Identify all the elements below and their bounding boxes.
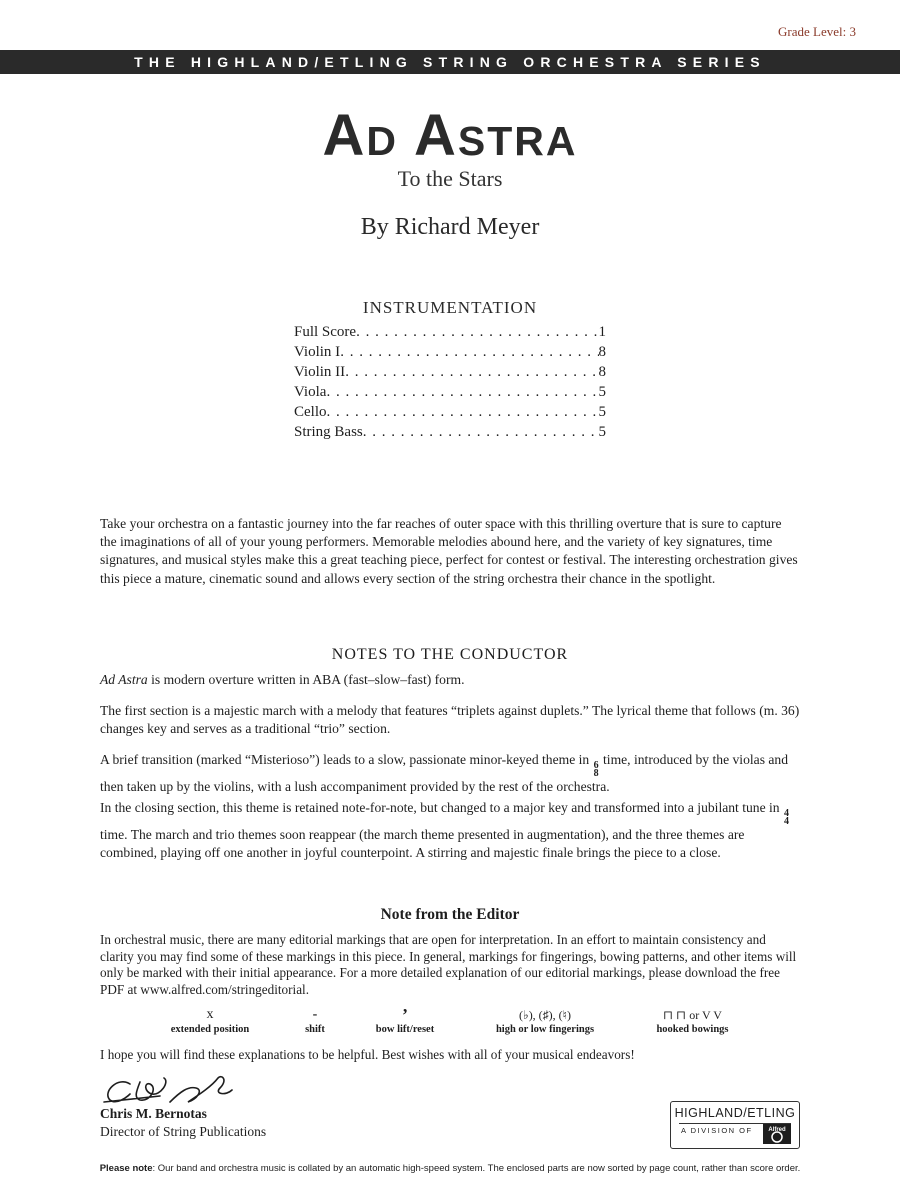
- instrument-item: [294, 402, 606, 422]
- instrument-count: 5: [598, 404, 606, 420]
- publisher-division: A DIVISION OF: [681, 1126, 753, 1135]
- piece-description: Take your orchestra on a fantastic journey into the far reaches of outer space with this thrilling overture that is sure to capture the imaginations of all of your young performers. Memorable melodies abound here, and the variety of key signatures, time signatures, and musical styles make this a great teaching piece, perfect for contest or festival. The interesting orchestration gives this piece a mature, cinematic sound and allows every section of the string orchestra their chance in the spotlight.: [100, 516, 798, 586]
- instrument-name: Viola: [294, 384, 327, 400]
- conductor-paragraph-1: Ad Astra is modern overture written in ABA (fast–slow–fast) form.: [100, 672, 465, 687]
- publisher-logo: [670, 1101, 800, 1149]
- instrument-item: [294, 362, 606, 382]
- instrument-item: [294, 382, 606, 402]
- signature-name: Chris M. Bernotas: [100, 1106, 207, 1121]
- time-signature: 6 8: [593, 760, 599, 779]
- instrument-name: String Bass: [294, 424, 363, 440]
- instrumentation-heading: INSTRUMENTATION: [362, 298, 538, 317]
- instrument-item: [294, 422, 606, 442]
- instrument-name: Violin II: [294, 364, 346, 380]
- piece-title-italic: Ad Astra: [100, 672, 148, 687]
- time-signature: 4 4: [784, 808, 789, 827]
- marking-shift: - shift: [305, 1007, 325, 1035]
- instrument-item: [294, 342, 606, 362]
- instrument-count: 8: [598, 364, 606, 380]
- conductor-paragraph-2: The first section is a majestic march with a melody that features “triplets against duplets.” The lyrical theme that follows (m. 36) changes key and serves as a traditional “trio” section.: [100, 703, 800, 737]
- signature-image: [100, 1072, 240, 1106]
- publisher-name: HIGHLAND/ETLING: [674, 1106, 796, 1120]
- piece-title: Ad Astra: [322, 103, 578, 168]
- conductor-notes-heading: NOTES TO THE CONDUCTOR: [331, 646, 569, 663]
- instrument-count: 1: [598, 324, 606, 340]
- instrument-item: [294, 322, 606, 342]
- instrumentation-list: [294, 322, 606, 442]
- instrument-name: Violin I: [294, 344, 341, 360]
- instrument-name: Full Score: [294, 324, 357, 340]
- piece-subtitle: To the Stars: [397, 166, 503, 191]
- editor-closing: I hope you will find these explanations to be helpful. Best wishes with all of your musical endeavors!: [100, 1047, 635, 1062]
- marking-fingerings: (♭), (♯), (♮) high or low fingerings: [495, 1008, 595, 1035]
- editor-note-heading: Note from the Editor: [380, 906, 520, 923]
- series-banner: THE HIGHLAND/ETLING STRING ORCHESTRA SERIES: [0, 50, 900, 74]
- marking-hooked-bowings: ⊓ ⊓ or V V hooked bowings: [656, 1008, 729, 1035]
- footer-note: Please note: Our band and orchestra music is collated by an automatic high-speed system. The enclosed parts are now sorted by page count, rather than score order.: [99, 1163, 801, 1174]
- grade-level: Grade Level: 3: [778, 24, 856, 39]
- editorial-markings: [150, 1006, 760, 1042]
- conductor-paragraph-4: In the closing section, this theme is retained note-for-note, but changed to a major key and transformed into a jubilant tune in 4 4 time. The march and trio themes soon reappear (the march theme presented in augmentation), and the three themes are combined, playing off one another in joyful counterpoint. A stirring and majestic finale brings the piece to a close.: [100, 800, 789, 861]
- marking-bow-lift: ’ bow lift/reset: [375, 1005, 435, 1035]
- composer-credit: By Richard Meyer: [360, 214, 540, 240]
- instrument-name: Cello: [294, 404, 327, 420]
- conductor-paragraph-3: A brief transition (marked “Misterioso”) leads to a slow, passionate minor-keyed theme in 6 8 time, introduced by the violas and then taken up by the violins, with a lush accompaniment provided by the rest of the orchestra.: [100, 752, 789, 794]
- alfred-logo-icon: [763, 1124, 791, 1144]
- signature-title: Director of String Publications: [100, 1124, 267, 1139]
- instrument-count: 5: [598, 384, 606, 400]
- instrument-count: 8: [598, 344, 606, 360]
- instrument-count: 5: [598, 424, 606, 440]
- alfred-brand-text: Alfred: [768, 1127, 786, 1133]
- editor-note-body: In orchestral music, there are many editorial markings that are open for interpretation. In an effort to maintain consistency and clarity you may find some of these markings in this piece. In general, markings for fingerings, bowing patterns, and other items will only be marked with their initial appearance. For a more detailed explanation of our editorial markings, please download the free PDF at www.alfred.com/stringeditorial.: [100, 932, 797, 997]
- marking-extended-position: x extended position: [170, 1007, 250, 1035]
